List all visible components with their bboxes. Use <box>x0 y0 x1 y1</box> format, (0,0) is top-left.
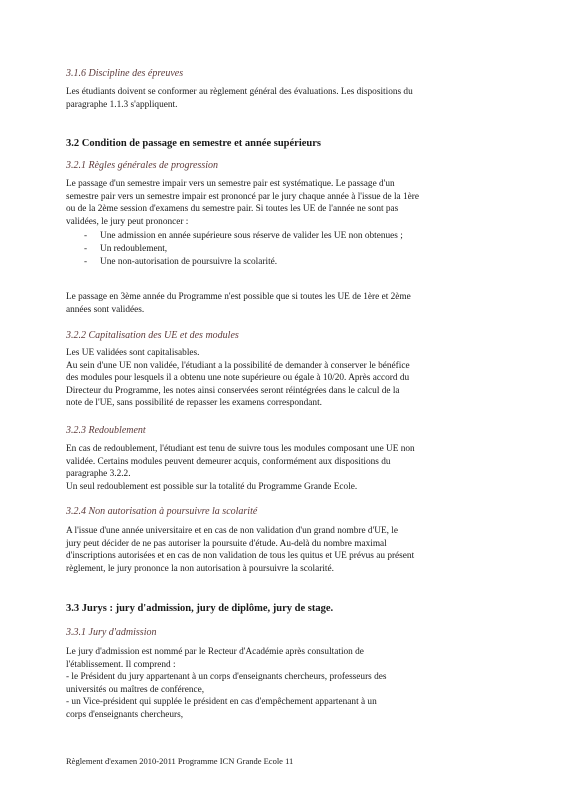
heading-3-2-2: 3.2.2 Capitalisation des UE et des modules <box>66 330 239 341</box>
paragraph-3-2-3 <box>66 443 498 493</box>
text-line: corps d'enseignants chercheurs, <box>66 709 184 720</box>
list-item: - Une non-autorisation de poursuivre la scolarité. <box>66 256 498 269</box>
paragraph-3-1-6 <box>66 86 498 111</box>
text-line: Le jury d'admission est nommé par le Recteur d'Académie après consultation de <box>66 647 364 657</box>
paragraph-3-2-1 <box>66 178 498 228</box>
text-line: Directeur du Programme, les notes ainsi conservées seront réintégrées dans le calcul de la <box>66 385 400 396</box>
text-line: années sont validées. <box>66 304 145 315</box>
text-line: Au sein d'une UE non validée, l'étudiant a la possibilité de demander à conserver le bénéfice <box>66 360 410 371</box>
list-item: - Une admission en année supérieure sous réserve de valider les UE non obtenues ; <box>66 230 498 243</box>
heading-3-2-1: 3.2.1 Règles générales de progression <box>66 160 219 171</box>
text-line: A l'issue d'une année universitaire et en cas de non validation d'un grand nombre d'UE, le <box>66 526 398 536</box>
text-line: d'inscriptions autorisées et en cas de non validation de tous les quitus et UE prévus au présent <box>66 551 415 562</box>
text-line: En cas de redoublement, l'étudiant est tenu de suivre tous les modules composant une UE non <box>66 444 415 454</box>
text-line: Les UE validées sont capitalisables. <box>66 348 200 358</box>
text-line: paragraphe 1.1.3 s'appliquent. <box>66 99 178 110</box>
text-line: l'établissement. Il comprend : <box>66 659 176 670</box>
text-line: Le passage en 3ème année du Programme n'est possible que si toutes les UE de 1ère et 2ème <box>66 292 411 302</box>
heading-3-2-3: 3.2.3 Redoublement <box>66 425 146 436</box>
text-line: validée. Certains modules peuvent demeurer acquis, conformément aux dispositions du <box>66 456 391 467</box>
text-line: universités ou maîtres de conférence, <box>66 684 205 695</box>
text-line: Les étudiants doivent se conformer au règlement général des évaluations. Les dispositions du <box>66 87 413 97</box>
text-line: règlement, le jury prononce la non autorisation à poursuivre la scolarité. <box>66 563 334 574</box>
text-line: jury peut décider de ne pas autoriser la poursuite d'étude. Au-delà du nombre maximal <box>66 538 387 549</box>
text-line: note de l'UE, sans possibilité de repasser les examens correspondant. <box>66 398 322 409</box>
heading-3-1-6: 3.1.6 Discipline des épreuves <box>66 68 184 79</box>
list-item: - Un redoublement, <box>66 243 498 256</box>
text-line: ou de la 2ème session d'examens du semestre pair. Si toutes les UE de l'année ne sont pas <box>66 204 399 215</box>
heading-3-3-1: 3.3.1 Jury d'admission <box>66 627 157 638</box>
heading-3-2: 3.2 Condition de passage en semestre et année supérieurs <box>66 138 322 149</box>
heading-3-2-4: 3.2.4 Non autorisation à poursuivre la scolarité <box>66 506 258 517</box>
paragraph-3-2-1-b <box>66 291 498 316</box>
text-line: des modules pour lesquels il a obtenu une note supérieure ou égale à 10/20. Après accord du <box>66 373 410 384</box>
text-line: Le passage d'un semestre impair vers un semestre pair est systématique. Le passage d'un <box>66 179 395 189</box>
text-line: - le Président du jury appartenant à un corps d'enseignants chercheurs, professeurs des <box>66 672 387 683</box>
heading-3-3: 3.3 Jurys : jury d'admission, jury de diplôme, jury de stage. <box>66 603 334 614</box>
text-line: paragraphe 3.2.2. <box>66 469 131 480</box>
text-line: - un Vice-président qui supplée le président en cas d'empêchement appartenant à un <box>66 697 377 708</box>
paragraph-3-2-4 <box>66 525 498 575</box>
page-footer: Règlement d'examen 2010-2011 Programme ICN Grande Ecole 11 <box>66 756 294 766</box>
text-line: Un seul redoublement est possible sur la totalité du Programme Grande Ecole. <box>66 481 358 492</box>
paragraph-3-3-1 <box>66 646 498 722</box>
progression-options-list <box>66 230 498 270</box>
paragraph-3-2-2 <box>66 347 498 410</box>
text-line: semestre pair vers un semestre impair est prononcé par le jury chaque année à l'issue de la 1ère <box>66 191 420 202</box>
text-line: validées, le jury peut prononcer : <box>66 216 189 227</box>
